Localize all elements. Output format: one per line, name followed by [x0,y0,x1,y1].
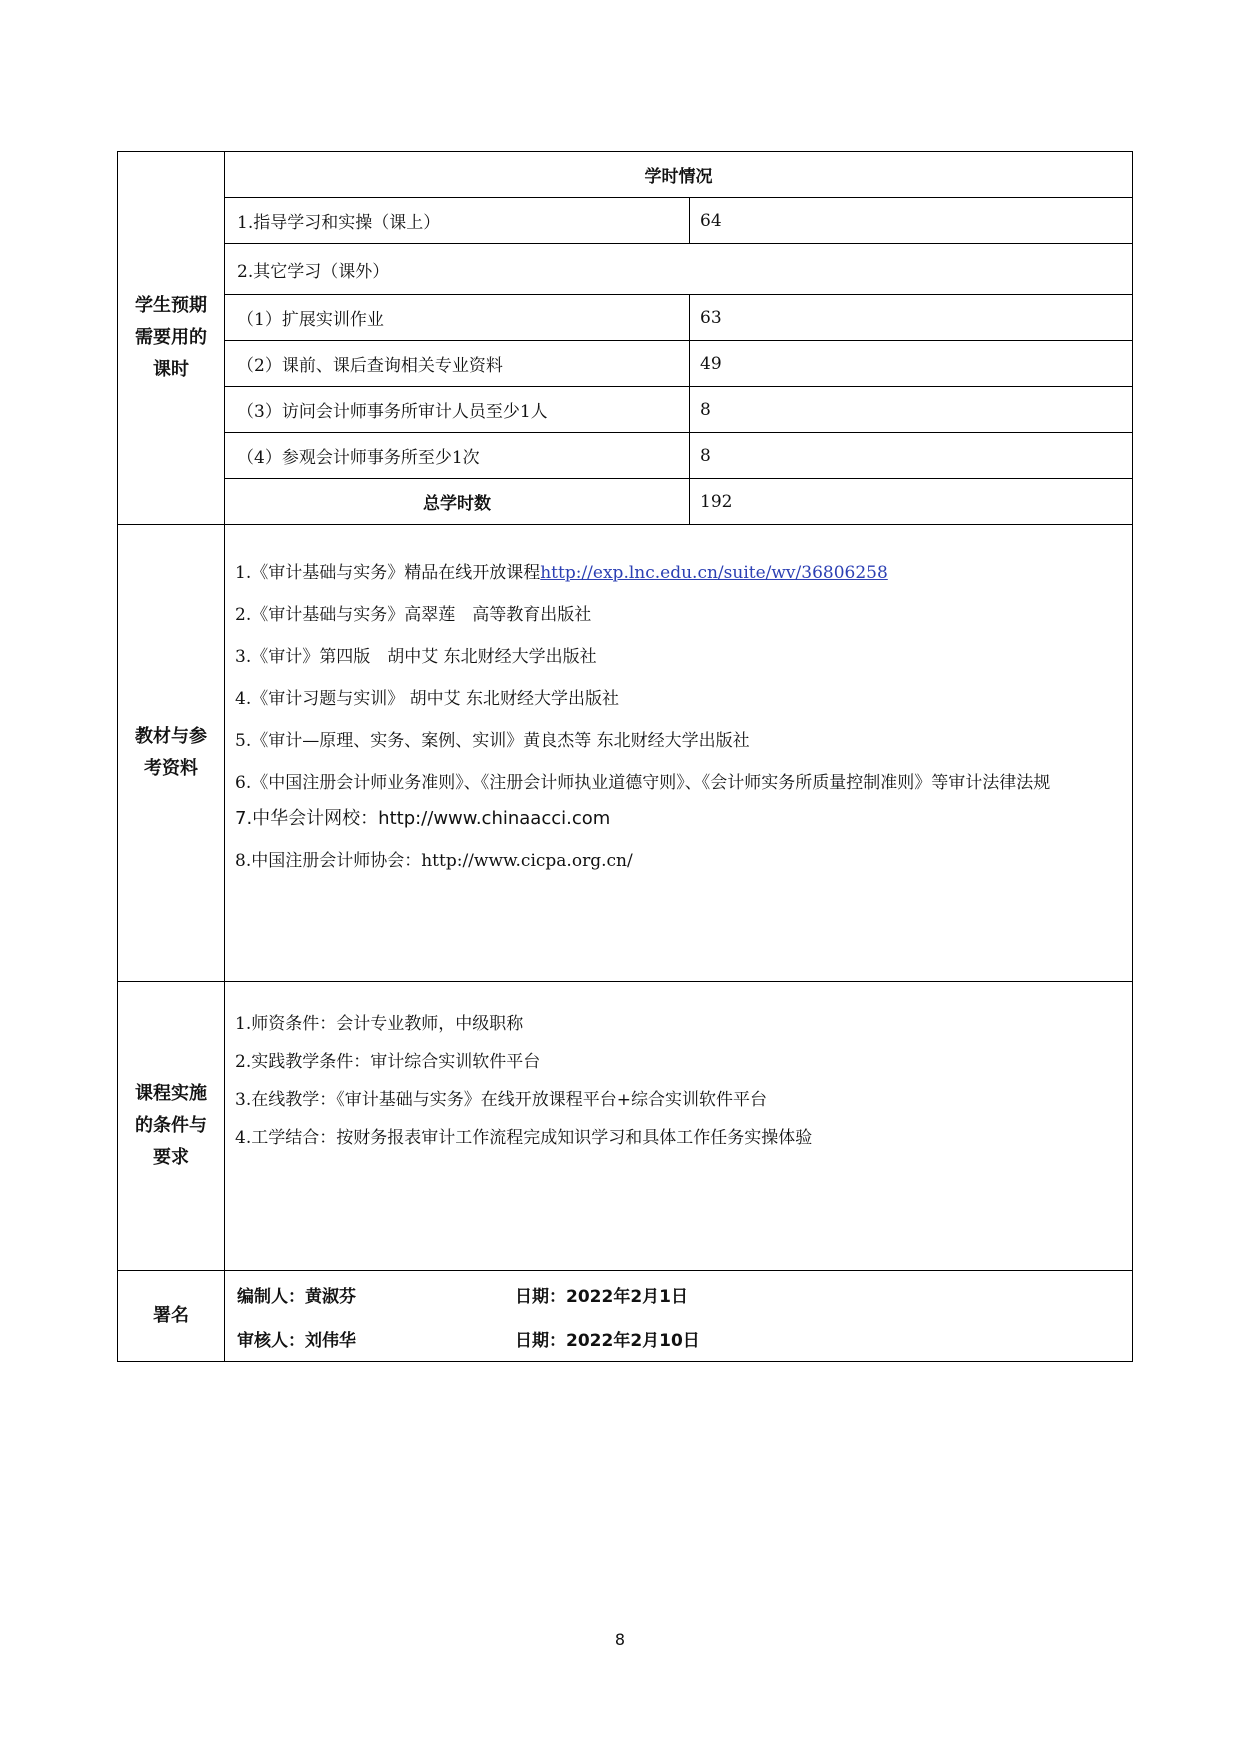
list-item: 2.实践教学条件：审计综合实训软件平台 [235,1052,541,1072]
compiler-name: 黄淑芬 [305,1286,356,1307]
compiler-row [237,1272,1132,1316]
conditions-list [225,982,1133,1271]
hours-row-value: 8 [690,433,1133,479]
list-item: 6.《中国注册会计师业务准则》、《注册会计师执业道德守则》、《会计师实务所质量控制准则》等审计法律法规 [235,773,1051,793]
list-item: 2.《审计基础与实务》高翠莲 高等教育出版社 [235,605,592,625]
side-label-line: 需要用的 [135,327,207,348]
table-row [118,244,1133,295]
list-item: 3.在线教学：《审计基础与实务》在线开放课程平台+综合实训软件平台 [235,1090,767,1110]
side-label-line: 课时 [153,359,189,380]
compiler-date: 日期：2022年2月1日 [515,1286,688,1307]
list-item [235,561,1122,585]
table-row [118,295,1133,341]
side-label-line: 学生预期 [135,295,207,316]
side-label-line: 考资料 [144,758,198,779]
side-label-line: 要求 [153,1147,189,1168]
table-row [118,198,1133,244]
reviewer-label: 审核人： [237,1330,305,1351]
hours-row-label: （1）扩展实训作业 [225,295,690,341]
hours-row-label: 1.指导学习和实操（课上） [225,198,690,244]
page-number: 8 [614,1630,626,1649]
hours-row-label: 2.其它学习（课外） [225,244,1133,295]
signature-block [225,1271,1133,1362]
list-item: 4.《审计习题与实训》 胡中艾 东北财经大学出版社 [235,689,620,709]
table-row-total [118,479,1133,525]
total-hours-label: 总学时数 [225,479,690,525]
reviewer-date: 日期：2022年2月10日 [515,1330,700,1351]
study-hours-header: 学时情况 [225,152,1133,198]
side-label-line: 的条件与 [135,1115,207,1136]
compiler-label: 编制人： [237,1286,305,1307]
hours-row-value: 49 [690,341,1133,387]
list-item: 5.《审计—原理、实务、案例、实训》黄良杰等 东北财经大学出版社 [235,731,750,751]
course-link[interactable]: http://exp.lnc.edu.cn/suite/wv/36806258 [540,563,888,583]
list-item: 8.中国注册会计师协会：http://www.cicpa.org.cn/ [235,851,633,871]
hours-row-label: （4）参观会计师事务所至少1次 [225,433,690,479]
side-label-line: 课程实施 [135,1083,207,1104]
hours-row-value: 64 [690,198,1133,244]
reviewer-name: 刘伟华 [305,1330,356,1351]
references-side-label [118,525,225,982]
signature-side-label: 署名 [118,1271,225,1362]
hours-row-value: 8 [690,387,1133,433]
list-item: 4.工学结合：按财务报表审计工作流程完成知识学习和具体工作任务实操体验 [235,1128,813,1148]
course-info-table [117,151,1133,1362]
hours-row-label: （2）课前、课后查询相关专业资料 [225,341,690,387]
table-row [118,433,1133,479]
list-item: 1.师资条件：会计专业教师，中级职称 [235,1014,524,1034]
reviewer-row [237,1316,1132,1360]
side-label-line: 教材与参 [135,726,207,747]
references-list [225,525,1133,982]
total-hours-value: 192 [690,479,1133,525]
list-item: 7.中华会计网校：http://www.chinaacci.com [235,808,611,829]
hours-row-value: 63 [690,295,1133,341]
reference-text: 1.《审计基础与实务》精品在线开放课程 [235,563,541,583]
conditions-side-label [118,982,225,1271]
list-item: 3.《审计》第四版 胡中艾 东北财经大学出版社 [235,647,597,667]
table-row [118,387,1133,433]
hours-row-label: （3）访问会计师事务所审计人员至少1人 [225,387,690,433]
table-row [118,341,1133,387]
study-hours-side-label [118,152,225,525]
